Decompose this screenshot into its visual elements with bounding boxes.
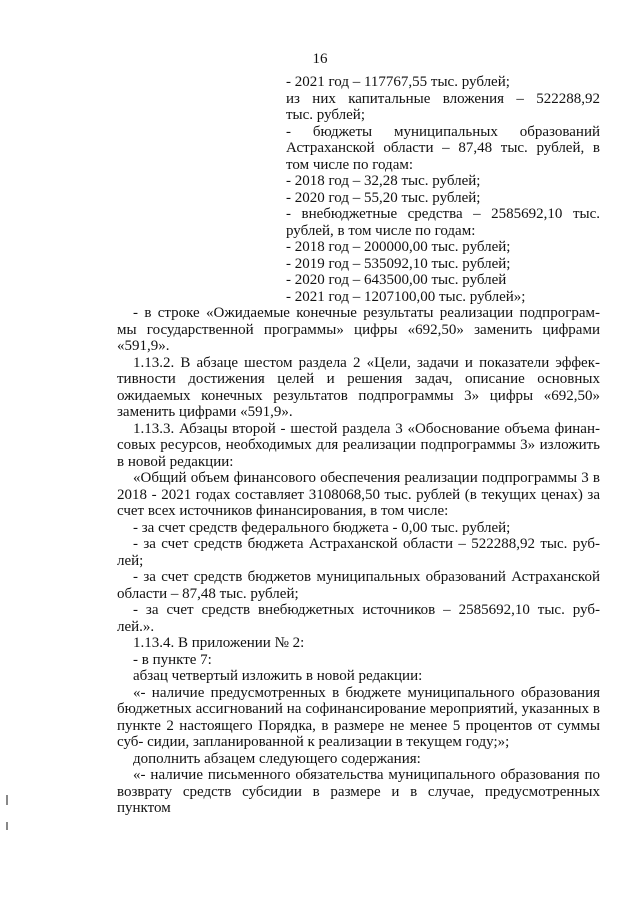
table-line: рублей, в том числе по годам: bbox=[286, 222, 476, 239]
paragraph-1-13-4 bbox=[117, 635, 600, 652]
text-line: - в пункте 7: bbox=[133, 651, 212, 668]
paragraph-total-volume bbox=[117, 470, 600, 520]
paragraph-fourth-abzac bbox=[117, 668, 600, 685]
text-line: возврату средств субсидии в размере и в случае, предусмотренных пунктом bbox=[117, 783, 600, 816]
text-line: - за счет средств бюджетов муниципальных образований Астраханской bbox=[133, 569, 600, 585]
table-line: - 2019 год – 535092,10 тыс. рублей; bbox=[286, 255, 511, 272]
table-line: том числе по годам: bbox=[286, 156, 414, 173]
table-line: - 2021 год – 1207100,00 тыс. рублей»; bbox=[286, 288, 526, 305]
paragraph-supplement bbox=[117, 751, 600, 768]
table-line: из них капитальные вложения – 522288,92 bbox=[286, 90, 600, 107]
text-line: «591,9». bbox=[240, 404, 293, 420]
paragraph-item-7 bbox=[117, 652, 600, 669]
scan-margin-mark bbox=[6, 822, 8, 830]
text-line: лей.». bbox=[117, 618, 155, 635]
text-line: лей; bbox=[117, 552, 144, 569]
page-number: 16 bbox=[312, 51, 328, 67]
text-line: бюджетных ассигнований на софинансирование мероприятий, указанных в bbox=[117, 701, 600, 717]
table-line: Астраханской области – 87,48 тыс. рублей, в bbox=[286, 140, 600, 156]
text-line: дополнить абзацем следующего содержания: bbox=[133, 750, 421, 767]
table-line: - 2018 год – 200000,00 тыс. рублей; bbox=[286, 239, 511, 255]
text-line: 1.13.2. В абзаце шестом раздела 2 «Цели, задачи и показатели эффек- bbox=[133, 354, 600, 371]
paragraph-federal-budget bbox=[117, 520, 600, 537]
text-line: области – 87,48 тыс. рублей; bbox=[117, 585, 299, 602]
text-line: конечных результатов подпрограммы 3» цифры «692,50» заменить цифрами bbox=[117, 387, 600, 420]
text-line: пункте 2 настоящего Порядка, в размере не менее 5 процентов от суммы суб- bbox=[117, 717, 600, 750]
text-line: «591,9». bbox=[117, 338, 170, 354]
table-line: - 2020 год – 55,20 тыс. рублей; bbox=[286, 189, 481, 206]
paragraph-1-13-3 bbox=[117, 421, 600, 471]
text-line: в 2018 - 2021 годах составляет 3108068,50 тыс. рублей (в текущих ценах) за bbox=[117, 470, 601, 503]
text-line: счет всех источников финансирования, в том числе: bbox=[117, 503, 449, 519]
paragraph-municipal-budgets bbox=[117, 569, 600, 602]
paragraph-expected-results bbox=[117, 305, 600, 355]
text-line: «- наличие предусмотренных в бюджете муниципального образования bbox=[133, 684, 600, 701]
paragraph-written-obligation bbox=[117, 767, 600, 817]
text-line: 1.13.4. В приложении № 2: bbox=[133, 635, 305, 651]
text-line: «Общий объем финансового обеспечения реализации подпрограммы 3 bbox=[133, 470, 589, 486]
text-line: тивности достижения целей и решения задач, описание основных ожидаемых bbox=[117, 371, 600, 404]
table-line: - внебюджетные средства – 2585692,10 тыс. bbox=[286, 206, 600, 222]
table-line: тыс. рублей; bbox=[286, 107, 365, 123]
text-line: - за счет средств федерального бюджета - 0,00 тыс. рублей; bbox=[133, 519, 511, 536]
text-line: - за счет средств бюджета Астраханской области – 522288,92 тыс. руб- bbox=[133, 536, 600, 552]
document-body bbox=[117, 305, 600, 817]
text-line: сидии, запланированной к реализации в текущем году;»; bbox=[147, 734, 510, 750]
text-line: - в строке «Ожидаемые конечные результаты реализации подпрограм- bbox=[133, 305, 600, 321]
paragraph-regional-budget bbox=[117, 536, 600, 569]
table-cell-continuation bbox=[286, 74, 600, 305]
paragraph-1-13-2 bbox=[117, 355, 600, 421]
table-line: - бюджеты муниципальных образований bbox=[286, 123, 600, 140]
text-line: совых ресурсов, необходимых для реализации подпрограммы 3» изложить в bbox=[117, 437, 600, 470]
paragraph-extrabudgetary bbox=[117, 602, 600, 635]
text-line: «- наличие письменного обязательства муниципального образования по bbox=[133, 767, 600, 783]
text-line: мы государственной программы» цифры «692,50» заменить цифрами bbox=[117, 321, 600, 338]
table-line: - 2021 год – 117767,55 тыс. рублей; bbox=[286, 74, 510, 90]
text-line: новой редакции: bbox=[127, 453, 234, 470]
text-line: абзац четвертый изложить в новой редакции: bbox=[133, 668, 423, 684]
table-line: - 2018 год – 32,28 тыс. рублей; bbox=[286, 173, 481, 189]
text-line: 1.13.3. Абзацы второй - шестой раздела 3 «Обоснование объема финан- bbox=[133, 420, 600, 437]
scan-margin-mark bbox=[6, 795, 8, 805]
paragraph-cofinancing bbox=[117, 685, 600, 751]
text-line: - за счет средств внебюджетных источников – 2585692,10 тыс. руб- bbox=[133, 602, 600, 618]
table-line: - 2020 год – 643500,00 тыс. рублей bbox=[286, 272, 507, 288]
